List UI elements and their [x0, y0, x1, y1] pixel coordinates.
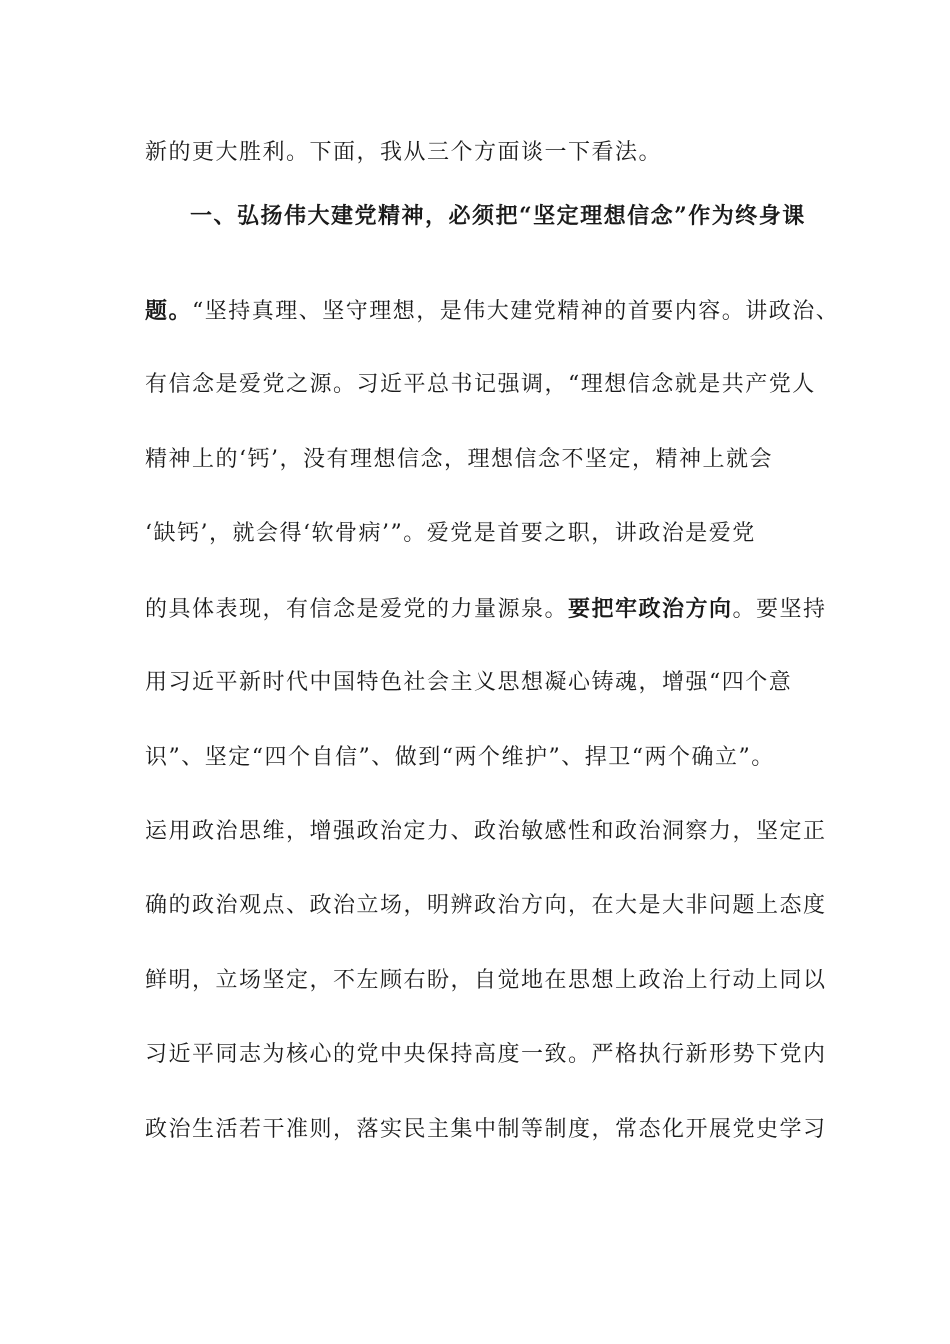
text-run: “坚持真理、坚守理想，是伟大建党精神的首要内容。讲政治、 [192, 299, 840, 324]
text-run: 识”、坚定“四个自信”、做到“两个维护”、捍卫“两个确立”。 [145, 745, 775, 770]
text-run: 政治生活若干准则，落实民主集中制等制度，常态化开展党史学习 [145, 1117, 827, 1142]
text-line-9 [145, 738, 825, 778]
bold-phrase: 要把牢政治方向 [568, 596, 733, 622]
text-line-10 [145, 812, 825, 852]
text-line-6 [145, 514, 825, 554]
text-run: ‘缺钙’，就会得‘软骨病’”。爱党是首要之职，讲政治是爱党 [145, 521, 756, 546]
section-heading-end: 题。 [145, 298, 193, 324]
text-run: 运用政治思维，增强政治定力、政治敏感性和政治洞察力，坚定正 [145, 819, 827, 844]
text-line-7 [145, 589, 825, 629]
text-line-1 [145, 133, 825, 173]
section-heading-line [190, 196, 870, 236]
text-run: 用习近平新时代中国特色社会主义思想凝心铸魂，增强“四个意 [145, 670, 793, 695]
text-line-8 [145, 663, 825, 703]
section-heading: 一、弘扬伟大建党精神，必须把“坚定理想信念”作为终身课 [190, 203, 806, 229]
text-run: 确的政治观点、政治立场，明辨政治方向，在大是大非问题上态度 [145, 893, 827, 918]
text-run: 习近平同志为核心的党中央保持高度一致。严格执行新形势下党内 [145, 1042, 827, 1067]
text-run: 精神上的‘钙’，没有理想信念，理想信念不坚定，精神上就会 [145, 447, 773, 472]
text-line-5 [145, 440, 825, 480]
text-line-3 [145, 291, 840, 331]
text-line-12 [145, 961, 825, 1001]
text-run: 鲜明，立场坚定，不左顾右盼，自觉地在思想上政治上行动上同以 [145, 968, 827, 993]
text-line-11 [145, 886, 825, 926]
text-line-4 [145, 365, 825, 405]
text-run: 有信念是爱党之源。习近平总书记强调，“理想信念就是共产党人 [145, 372, 816, 397]
text-line-14 [145, 1110, 825, 1150]
text-run: 的具体表现，有信念是爱党的力量源泉。 [145, 597, 569, 622]
text-line-13 [145, 1035, 825, 1075]
text-run: 新的更大胜利。下面，我从三个方面谈一下看法。 [145, 140, 663, 165]
text-run: 。要坚持 [732, 597, 827, 622]
